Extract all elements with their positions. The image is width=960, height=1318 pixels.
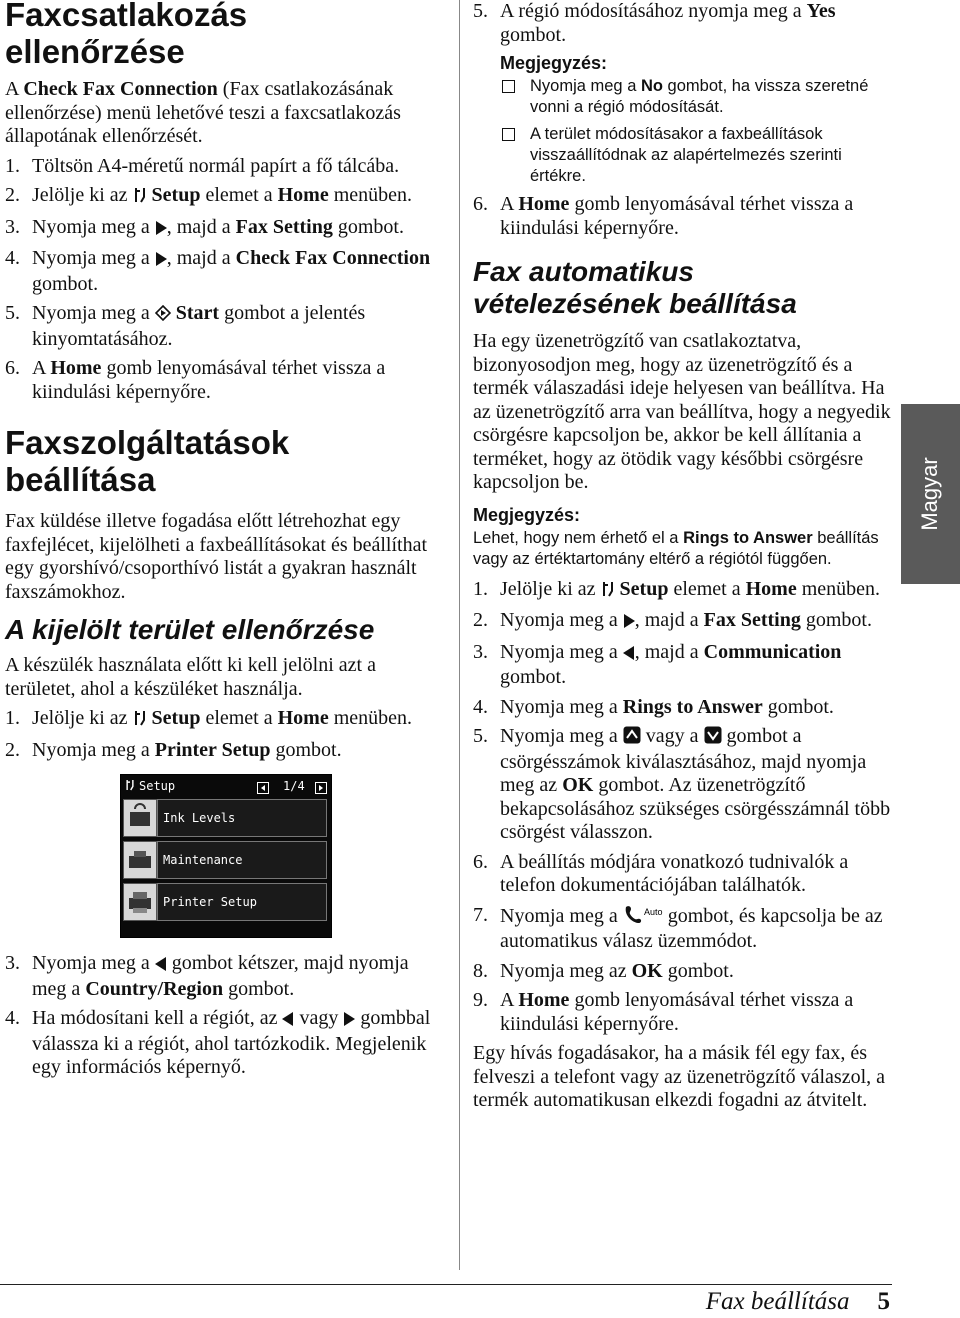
- lcd-menu-item: [123, 883, 327, 919]
- list-item: 4. Nyomja meg a Rings to Answer gombot.: [473, 695, 834, 718]
- page-number: 5: [877, 1288, 890, 1315]
- note-bullet: Nyomja meg a No gombot, ha vissza szeretné vonni a régió módosítását.: [500, 76, 893, 118]
- start-icon: [155, 304, 171, 328]
- right-arrow-icon: [155, 249, 167, 273]
- list-item: 9. A Home gomb lenyomásával térhet vissza a kiindulási képernyőre.: [473, 989, 854, 1035]
- list-item: 4. Nyomja meg a , majd a Check Fax Connection gombot.: [5, 247, 431, 295]
- footer-rule: [0, 1284, 892, 1285]
- note-region: [473, 53, 893, 187]
- fax-connection-intro: A Check Fax Connection (Fax csatlakozásának ellenőrzése) menü lehetővé teszi a faxcsatlakozás állapotának ellenőrzését.: [5, 78, 401, 147]
- region-steps: [5, 707, 445, 762]
- setup-icon: [125, 775, 135, 797]
- checkbox-bullet-icon: [502, 80, 515, 93]
- list-item: 8. Nyomja meg az OK gombot.: [473, 959, 734, 982]
- list-item: 3. Nyomja meg a , majd a Fax Setting gombot.: [5, 216, 445, 242]
- maintenance-icon: [123, 841, 157, 879]
- list-item: 6. A beállítás módjára vonatkozó tudnivalók a telefon dokumentációjában találhatók.: [473, 850, 849, 896]
- list-item: 2. Nyomja meg a Printer Setup gombot.: [5, 738, 342, 761]
- setup-icon: [133, 186, 147, 210]
- right-arrow-icon: [155, 218, 167, 242]
- left-arrow-icon: [623, 643, 635, 667]
- lcd-item-label: Ink Levels: [157, 799, 327, 837]
- right-arrow-icon: [343, 1009, 355, 1033]
- note-heading: Megjegyzés:: [500, 53, 608, 73]
- lcd-item-label: Maintenance: [157, 841, 327, 879]
- list-item: 2. Jelölje ki az Setup elemet a Home menüben.: [5, 184, 445, 210]
- left-arrow-icon: [282, 1009, 294, 1033]
- checkbox-bullet-icon: [502, 128, 515, 141]
- list-item: 6. A Home gomb lenyomásával térhet vissza a kiindulási képernyőre.: [5, 357, 386, 403]
- right-column: [473, 0, 893, 1113]
- left-arrow-icon: [155, 954, 167, 978]
- printer-setup-icon: [123, 883, 157, 921]
- auto-receive-steps: [473, 578, 893, 1037]
- list-item: 5. A régió módosításához nyomja meg a Yes gombot.: [473, 0, 836, 46]
- right-arrow-icon: [623, 611, 635, 635]
- column-divider: [459, 0, 460, 1270]
- setup-icon: [601, 580, 615, 604]
- fax-services-intro: Fax küldése illetve fogadása előtt létrehozhat egy faxfejlécet, kijelölheti a faxbeállításokat és beállíthat egy gyorshívó/csoporthívó listát a gyakran használt faxszámokhoz.: [5, 510, 428, 603]
- list-item: 1. Töltsön A4-méretű normál papírt a fő tálcába.: [5, 154, 400, 177]
- note-heading: Megjegyzés:: [473, 504, 581, 525]
- left-column: [5, 0, 445, 1086]
- region-intro: A készülék használata előtt ki kell jelölni azt a területet, ahol a készüléket használja.: [5, 654, 376, 700]
- list-item: 1. Jelölje ki az Setup elemet a Home menüben.: [5, 707, 445, 733]
- setup-icon: [133, 709, 147, 733]
- list-item: 3. Nyomja meg a , majd a Communication gombot.: [473, 640, 842, 688]
- language-tab-label: Magyar: [917, 457, 942, 531]
- list-item: 6. A Home gomb lenyomásával térhet vissza a kiindulási képernyőre.: [473, 193, 854, 239]
- note-bullet: A terület módosításakor a faxbeállítások visszaállítódnak az alapértelmezés szerinti értékre.: [500, 124, 893, 187]
- lcd-page-indicator: 1/4: [283, 779, 305, 793]
- section-title-region: A kijelölt terület ellenőrzése: [5, 614, 375, 645]
- region-steps-continued: [5, 952, 445, 1080]
- down-button-icon: [704, 726, 722, 751]
- list-item: 5. Nyomja meg a Start gombot a jelentés kinyomtatásához.: [5, 302, 366, 350]
- page-next-icon: [315, 779, 327, 801]
- lcd-menu-item: [123, 841, 327, 877]
- auto-answer-icon: [623, 904, 663, 931]
- ink-levels-icon: [123, 799, 157, 837]
- lcd-title: Setup: [139, 779, 176, 793]
- footer-title: Fax beállítása: [705, 1288, 850, 1315]
- auto-receive-intro: Ha egy üzenetrögzítő van csatlakoztatva, bizonyosodjon meg, hogy az üzenetrögzítő és a termék válaszadási ideje helyesen van beállítva. Ha az üzenetrögzítő arra van beállítva, hogy a negyedik csörgésre kapcsoljon be, akkor be kell állítania a terméket, hogy az ötödik vagy későbbi csörgésre kapcsoljon be.: [473, 330, 891, 493]
- list-item: 5. Nyomja meg a vagy a gombot a csörgésszámok kiválasztásához, majd nyomja meg az OK gombot. Az üzenetrögzítő bekapcsolásához szükséges csörgésszámnál több csörgést válasszon.: [473, 725, 891, 843]
- lcd-header: [121, 775, 331, 797]
- list-item: 2. Nyomja meg a , majd a Fax Setting gombot.: [473, 609, 893, 635]
- list-item: 4. Ha módosítani kell a régiót, az vagy gombbal válassza ki a régiót, ahol tartózkodik. Megjelenik egy információs képernyő.: [5, 1007, 431, 1078]
- fax-connection-steps: [5, 155, 445, 405]
- auto-label: Auto: [643, 906, 663, 917]
- page-footer: [706, 1288, 890, 1316]
- list-item: 3. Nyomja meg a gombot kétszer, majd nyomja meg a Country/Region gombot.: [5, 952, 409, 1000]
- list-item: 1. Jelölje ki az Setup elemet a Home menüben.: [473, 578, 893, 604]
- section-title-fax-connection: Faxcsatlakozás ellenőrzése: [5, 0, 248, 70]
- section-title-fax-services: Faxszolgáltatások beállítása: [5, 424, 290, 498]
- lcd-setup-screen: [120, 774, 332, 938]
- section-title-auto-receive: Fax automatikus vételezésének beállítása: [473, 256, 797, 319]
- language-tab: [901, 404, 960, 584]
- lcd-menu-item: [123, 799, 327, 835]
- page-prev-icon: [257, 779, 269, 801]
- auto-receive-closing: Egy hívás fogadásakor, ha a másik fél egy fax, és felveszi a telefont vagy az üzenetrögzítő válaszol, a termék automatikusan elkezdi fogadni az átvitelt.: [473, 1042, 886, 1111]
- list-item: 7. Nyomja meg a Auto gombot, és kapcsolja be az automatikus válasz üzemmódot.: [473, 903, 883, 952]
- lcd-item-label: Printer Setup: [157, 883, 327, 921]
- note-text: Lehet, hogy nem érhető el a Rings to Answer beállítás vagy az értéktartomány eltérő a régiótól függően.: [473, 528, 879, 568]
- up-button-icon: [623, 726, 641, 751]
